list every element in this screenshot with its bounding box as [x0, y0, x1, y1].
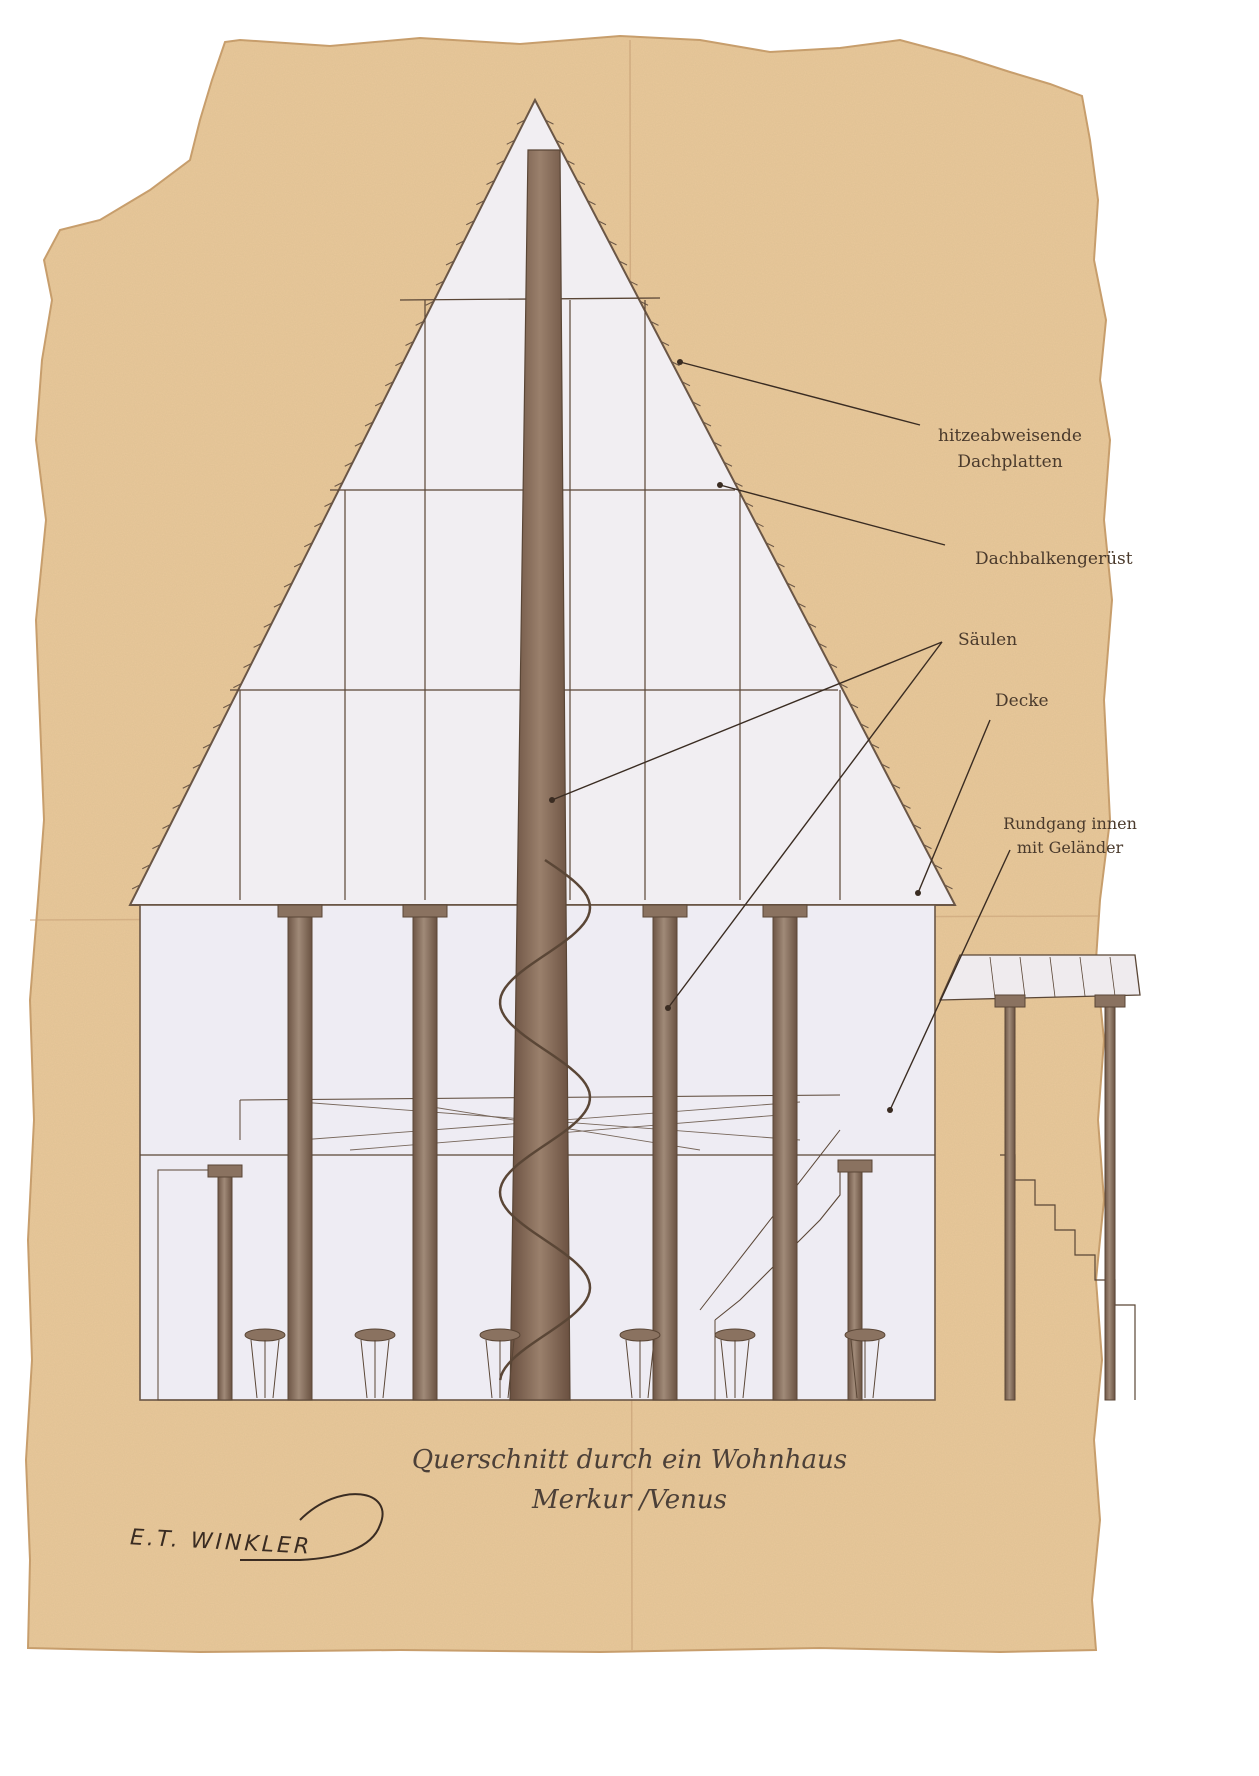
column — [218, 1177, 232, 1400]
stool-seat — [355, 1329, 395, 1341]
column-capital — [995, 995, 1025, 1007]
label-roof-tiles-line1: hitzeabweisende — [938, 426, 1082, 446]
label-ceiling: Decke — [995, 691, 1049, 711]
caption-title: Querschnitt durch ein Wohnhaus — [411, 1445, 848, 1475]
label-gallery — [990, 812, 1150, 860]
column — [288, 917, 312, 1400]
column-capital — [763, 905, 807, 917]
column-capital — [838, 1160, 872, 1172]
label-columns: Säulen — [958, 630, 1018, 650]
column — [413, 917, 437, 1400]
label-roof-tiles — [925, 423, 1095, 475]
stool-seat — [480, 1329, 520, 1341]
column — [653, 917, 677, 1400]
column-capital — [643, 905, 687, 917]
annex-roof — [940, 955, 1140, 1000]
label-roof-frame: Dachbalkengerüst — [975, 549, 1133, 569]
stool-seat — [245, 1329, 285, 1341]
column-capital — [1095, 995, 1125, 1007]
column-capital — [208, 1165, 242, 1177]
stool-seat — [620, 1329, 660, 1341]
caption-subtitle: Merkur /Venus — [532, 1485, 727, 1515]
label-gallery-line1: Rundgang innen — [1003, 814, 1137, 833]
column — [848, 1172, 862, 1400]
stool-seat — [845, 1329, 885, 1341]
column-capital — [403, 905, 447, 917]
stool-seat — [715, 1329, 755, 1341]
signature: E.T. WINKLER — [129, 1525, 313, 1560]
column — [773, 917, 797, 1400]
column — [1105, 1007, 1115, 1400]
label-roof-tiles-line2: Dachplatten — [957, 452, 1063, 472]
column — [1005, 1007, 1015, 1400]
label-gallery-line2: mit Geländer — [1016, 838, 1124, 857]
column-capital — [278, 905, 322, 917]
